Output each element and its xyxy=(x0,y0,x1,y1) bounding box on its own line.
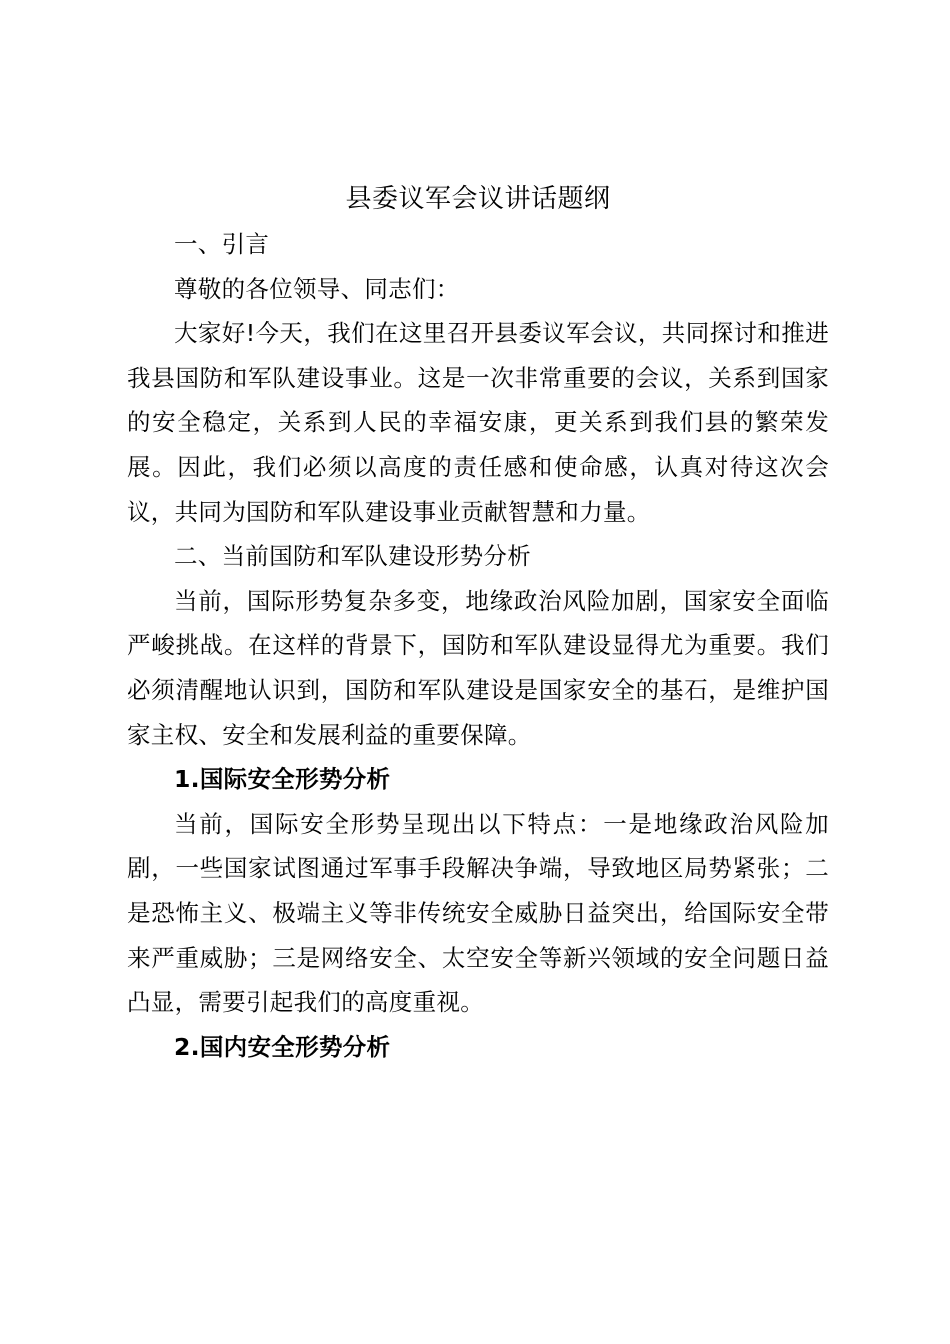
section-heading-situation-analysis: 二、当前国防和军队建设形势分析 xyxy=(174,542,531,571)
document-page xyxy=(127,176,829,1069)
section-heading-introduction: 一、引言 xyxy=(174,230,270,258)
body-paragraph: 当前，国际安全形势呈现出以下特点：一是地缘政治风险加剧，一些国家试图通过军事手段解决争端，导致地区局势紧张；二是恐怖主义、极端主义等非传统安全威胁日益突出，给国际安全带来严重威胁；三是网络安全、太空安全等新兴领域的安全问题日益凸显，需要引起我们的高度重视。 xyxy=(127,809,829,1017)
body-paragraph: 当前，国际形势复杂多变，地缘政治风险加剧，国家安全面临严峻挑战。在这样的背景下，国防和军队建设显得尤为重要。我们必须清醒地认识到，国防和军队建设是国家安全的基石，是维护国家主权、安全和发展利益的重要保障。 xyxy=(127,586,829,749)
subheading-international-security: 1.国际安全形势分析 xyxy=(174,765,391,794)
document-title: 县委议军会议讲话题纲 xyxy=(345,184,611,214)
salutation: 尊敬的各位领导、同志们： xyxy=(174,274,460,303)
body-paragraph: 大家好!今天，我们在这里召开县委议军会议，共同探讨和推进我县国防和军队建设事业。这是一次非常重要的会议，关系到国家的安全稳定，关系到人民的幸福安康，更关系到我们县的繁荣发展。因此，我们必须以高度的责任感和使命感，认真对待这次会议，共同为国防和军队建设事业贡献智慧和力量。 xyxy=(127,319,829,526)
subheading-domestic-security: 2.国内安全形势分析 xyxy=(174,1032,391,1061)
